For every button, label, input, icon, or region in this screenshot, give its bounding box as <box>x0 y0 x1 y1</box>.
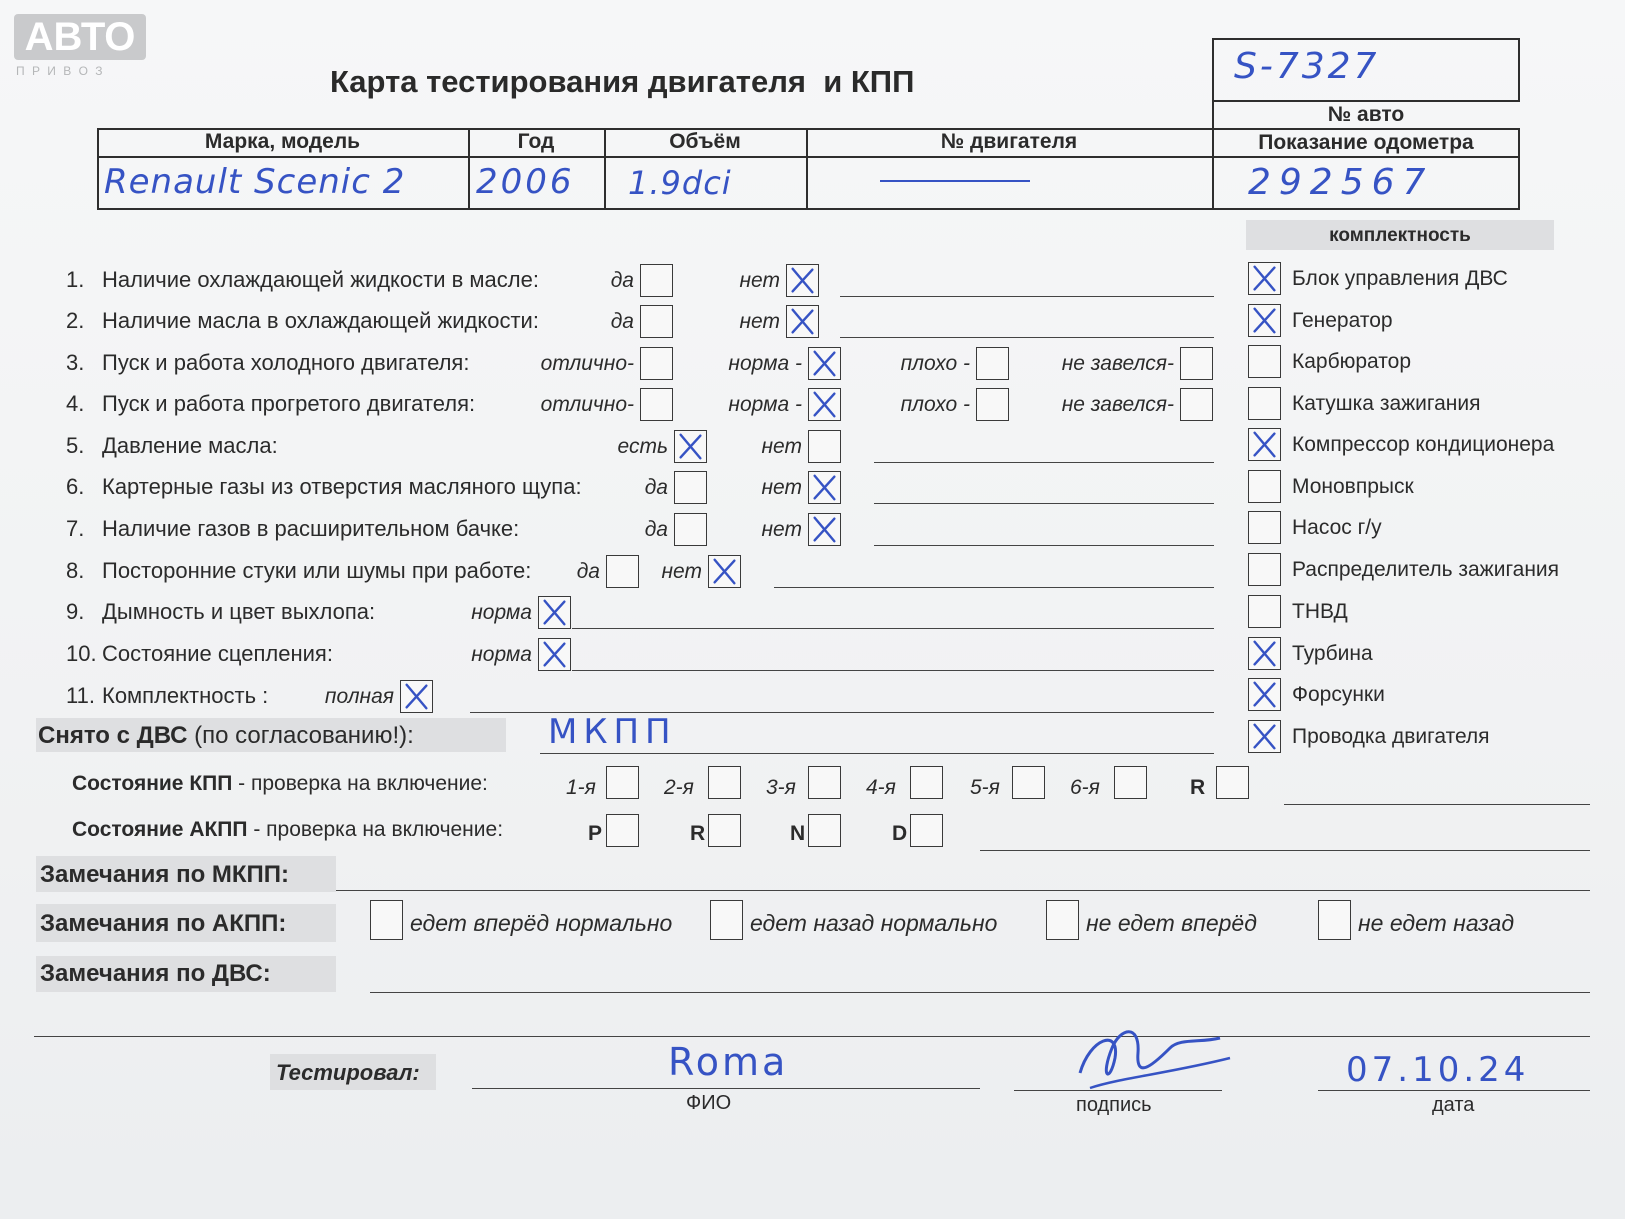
option-checkbox[interactable] <box>538 596 571 629</box>
removed-label <box>38 722 414 750</box>
remarks-akpp-label: Замечания по АКПП: <box>40 910 287 937</box>
option-checkbox[interactable] <box>400 680 433 713</box>
item-label: Посторонние стуки или шумы при работе: <box>102 558 532 583</box>
signature-line <box>1014 1090 1222 1091</box>
akpp-remark-checkbox[interactable] <box>1046 900 1079 940</box>
header-col-engine: № двигателя <box>940 130 1078 153</box>
option-checkbox[interactable] <box>640 264 673 297</box>
akpp-gear-label: P <box>588 822 603 845</box>
kpp-gear-checkbox[interactable] <box>1114 766 1147 799</box>
option-checkbox[interactable] <box>808 388 841 421</box>
kpp-label-bold: Состояние КПП <box>72 772 233 795</box>
option-checkbox[interactable] <box>786 264 819 297</box>
item-number: 5. <box>66 433 85 458</box>
kpp-gear-checkbox[interactable] <box>606 766 639 799</box>
komplektnost-item-label: Компрессор кондиционера <box>1292 433 1555 456</box>
volume-value: 1.9dci <box>628 164 732 202</box>
item-answer-line <box>774 587 1214 588</box>
option-checkbox[interactable] <box>708 555 741 588</box>
kpp-gear-checkbox[interactable] <box>910 766 943 799</box>
option-label: нет <box>661 560 702 583</box>
item-number: 9. <box>66 599 85 624</box>
remarks-dvs-line-2 <box>34 1036 1590 1037</box>
option-checkbox[interactable] <box>786 305 819 338</box>
removed-value: МКПП <box>548 712 677 752</box>
komplektnost-item-label: Моновпрыск <box>1292 475 1414 498</box>
akpp-gear-label: R <box>690 822 706 845</box>
option-checkbox[interactable] <box>674 430 707 463</box>
akpp-gear-label: N <box>790 822 806 845</box>
fio-line <box>472 1088 980 1089</box>
komplektnost-checkbox[interactable] <box>1248 304 1281 337</box>
option-checkbox[interactable] <box>1180 388 1213 421</box>
option-label: есть <box>617 435 668 458</box>
option-checkbox[interactable] <box>976 347 1009 380</box>
akpp-remark-label: не едет назад <box>1358 910 1515 936</box>
option-label: полная <box>324 685 394 708</box>
kpp-gear-label: 6-я <box>1070 776 1100 799</box>
option-checkbox[interactable] <box>538 638 571 671</box>
akpp-remark-checkbox[interactable] <box>710 900 743 940</box>
item-number: 2. <box>66 308 85 333</box>
komplektnost-checkbox[interactable] <box>1248 262 1281 295</box>
option-checkbox[interactable] <box>640 388 673 421</box>
remarks-dvs-line <box>370 992 1590 993</box>
komplektnost-checkbox[interactable] <box>1248 637 1281 670</box>
item-label: Комплектность : <box>102 683 269 708</box>
option-checkbox[interactable] <box>976 388 1009 421</box>
item-label: Картерные газы из отверстия масляного щупа: <box>102 474 582 499</box>
item-number: 6. <box>66 474 85 499</box>
komplektnost-item-label: Насос г/у <box>1292 516 1382 539</box>
kpp-label <box>72 772 488 796</box>
item-label: Наличие газов в расширительном бачке: <box>102 516 520 541</box>
option-checkbox[interactable] <box>640 347 673 380</box>
option-label: да <box>644 476 668 499</box>
removed-label-bold: Снято с ДВС <box>38 722 188 749</box>
option-checkbox[interactable] <box>674 471 707 504</box>
komplektnost-checkbox[interactable] <box>1248 387 1281 420</box>
akpp-gear-checkbox[interactable] <box>708 814 741 847</box>
kpp-gear-label: 3-я <box>766 776 796 799</box>
option-checkbox[interactable] <box>808 347 841 380</box>
tester-name-value: Roma <box>668 1040 789 1084</box>
item-number: 11. <box>66 683 95 708</box>
item-label: Наличие масла в охлаждающей жидкости: <box>102 308 539 333</box>
remarks-mkpp-line <box>336 890 1590 891</box>
item-label: Состояние сцепления: <box>102 641 333 666</box>
removed-value-line <box>540 753 1214 754</box>
kpp-gear-checkbox[interactable] <box>1216 766 1249 799</box>
akpp-gear-checkbox[interactable] <box>910 814 943 847</box>
komplektnost-item-label: Карбюратор <box>1292 350 1412 373</box>
header-col-model: Марка, модель <box>204 130 361 153</box>
akpp-remark-checkbox[interactable] <box>370 900 403 940</box>
item-answer-line <box>840 337 1214 338</box>
item-label: Пуск и работа прогретого двигателя: <box>102 391 476 416</box>
komplektnost-checkbox[interactable] <box>1248 345 1281 378</box>
header-col-odometer: Показание одометра <box>1258 131 1474 154</box>
option-checkbox[interactable] <box>640 305 673 338</box>
signature-mark <box>1060 1018 1240 1098</box>
kpp-remark-line <box>1284 804 1590 805</box>
option-label: плохо - <box>900 352 970 375</box>
engine-no-value <box>880 180 1030 185</box>
option-label: норма <box>471 643 532 666</box>
option-label: да <box>610 269 634 292</box>
logo-sub: П Р И В О З <box>16 64 105 78</box>
item-label: Наличие охлаждающей жидкости в масле: <box>102 267 539 292</box>
option-label: нет <box>739 269 780 292</box>
date-line <box>1318 1090 1590 1091</box>
komplektnost-item-label: Проводка двигателя <box>1292 725 1490 748</box>
item-number: 7. <box>66 516 85 541</box>
model-value: Renault Scenic 2 <box>104 162 406 202</box>
akpp-gear-checkbox[interactable] <box>606 814 639 847</box>
tested-by-label: Тестировал: <box>276 1060 420 1085</box>
komplektnost-title: комплектность <box>1329 225 1471 246</box>
item-number: 8. <box>66 558 85 583</box>
option-label: отлично- <box>540 352 634 375</box>
car-number-cell <box>1212 38 1520 100</box>
remarks-mkpp-label: Замечания по МКПП: <box>40 861 290 888</box>
kpp-gear-checkbox[interactable] <box>708 766 741 799</box>
option-label: нет <box>761 435 802 458</box>
item-number: 3. <box>66 350 85 375</box>
kpp-gear-label: 2-я <box>664 776 694 799</box>
akpp-gear-checkbox[interactable] <box>808 814 841 847</box>
option-label: норма - <box>728 393 802 416</box>
logo-main: АВТО <box>14 14 146 60</box>
item-answer-line <box>874 503 1214 504</box>
item-number: 4. <box>66 391 85 416</box>
col-divider-top <box>1212 100 1520 102</box>
kpp-label-rest: - проверка на включение: <box>232 772 488 795</box>
option-label: да <box>644 518 668 541</box>
komplektnost-checkbox[interactable] <box>1248 720 1281 753</box>
page-title: Карта тестирования двигателя и КПП <box>330 64 915 99</box>
kpp-gear-label: 1-я <box>566 776 596 799</box>
komplektnost-item-label: Турбина <box>1292 642 1373 665</box>
option-label: не завелся- <box>1061 393 1174 416</box>
item-number: 10. <box>66 641 97 666</box>
item-answer-line <box>572 670 1214 671</box>
fio-caption: ФИО <box>686 1092 732 1114</box>
year-value: 2006 <box>476 162 575 202</box>
header-col-year: Год <box>517 130 555 153</box>
akpp-label-bold: Состояние АКПП <box>72 818 248 841</box>
kpp-gear-label: R <box>1190 776 1206 799</box>
odometer-value: 292567 <box>1248 162 1434 203</box>
date-value: 07.10.24 <box>1346 1050 1530 1090</box>
item-answer-line <box>840 296 1214 297</box>
option-label: отлично- <box>540 393 634 416</box>
option-label: норма - <box>728 352 802 375</box>
header-col-volume: Объём <box>669 130 741 153</box>
signature-caption: подпись <box>1076 1094 1152 1116</box>
date-caption: дата <box>1432 1094 1475 1116</box>
komplektnost-item-label: Катушка зажигания <box>1292 392 1481 415</box>
remarks-dvs-label: Замечания по ДВС: <box>40 960 271 987</box>
option-label: плохо - <box>900 393 970 416</box>
option-label: да <box>610 310 634 333</box>
komplektnost-checkbox[interactable] <box>1248 595 1281 628</box>
option-label: нет <box>739 310 780 333</box>
kpp-gear-label: 5-я <box>970 776 1000 799</box>
komplektnost-checkbox[interactable] <box>1248 553 1281 586</box>
komplektnost-item-label: Форсунки <box>1292 683 1385 706</box>
akpp-label <box>72 818 503 842</box>
option-checkbox[interactable] <box>674 513 707 546</box>
komplektnost-item-label: ТНВД <box>1292 600 1348 623</box>
item-answer-line <box>572 628 1214 629</box>
akpp-remark-label: не едет вперёд <box>1086 910 1257 936</box>
komplektnost-item-label: Распределитель зажигания <box>1292 558 1560 581</box>
komplektnost-checkbox[interactable] <box>1248 511 1281 544</box>
avto-privoz-logo <box>14 14 148 80</box>
option-label: нет <box>761 476 802 499</box>
akpp-remark-label: едет назад нормально <box>750 910 998 936</box>
item-label: Дымность и цвет выхлопа: <box>102 599 376 624</box>
akpp-gear-label: D <box>892 822 908 845</box>
komplektnost-item-label: Генератор <box>1292 309 1393 332</box>
item-label: Пуск и работа холодного двигателя: <box>102 350 470 375</box>
akpp-remark-checkbox[interactable] <box>1318 900 1351 940</box>
komplektnost-checkbox[interactable] <box>1248 470 1281 503</box>
item-number: 1. <box>66 267 85 292</box>
item-answer-line <box>874 462 1214 463</box>
option-checkbox[interactable] <box>808 471 841 504</box>
option-label: норма <box>471 601 532 624</box>
removed-label-rest: (по согласованию!): <box>187 722 414 749</box>
kpp-gear-label: 4-я <box>866 776 896 799</box>
option-label: да <box>576 560 600 583</box>
akpp-remark-line <box>980 850 1590 851</box>
komplektnost-checkbox[interactable] <box>1248 678 1281 711</box>
komplektnost-checkbox[interactable] <box>1248 428 1281 461</box>
header-col-car-no: № авто <box>1327 103 1405 126</box>
komplektnost-item-label: Блок управления ДВС <box>1292 267 1508 290</box>
akpp-label-rest: - проверка на включение: <box>247 818 504 841</box>
item-label: Давление масла: <box>102 433 278 458</box>
option-label: не завелся- <box>1061 352 1174 375</box>
option-checkbox[interactable] <box>1180 347 1213 380</box>
item-answer-line <box>874 545 1214 546</box>
akpp-remark-label: едет вперёд нормально <box>410 910 673 936</box>
car-number-value: S-7327 <box>1234 46 1380 87</box>
option-checkbox[interactable] <box>808 513 841 546</box>
header-row-divider <box>97 156 1520 158</box>
kpp-gear-checkbox[interactable] <box>808 766 841 799</box>
option-label: нет <box>761 518 802 541</box>
option-checkbox[interactable] <box>808 430 841 463</box>
kpp-gear-checkbox[interactable] <box>1012 766 1045 799</box>
